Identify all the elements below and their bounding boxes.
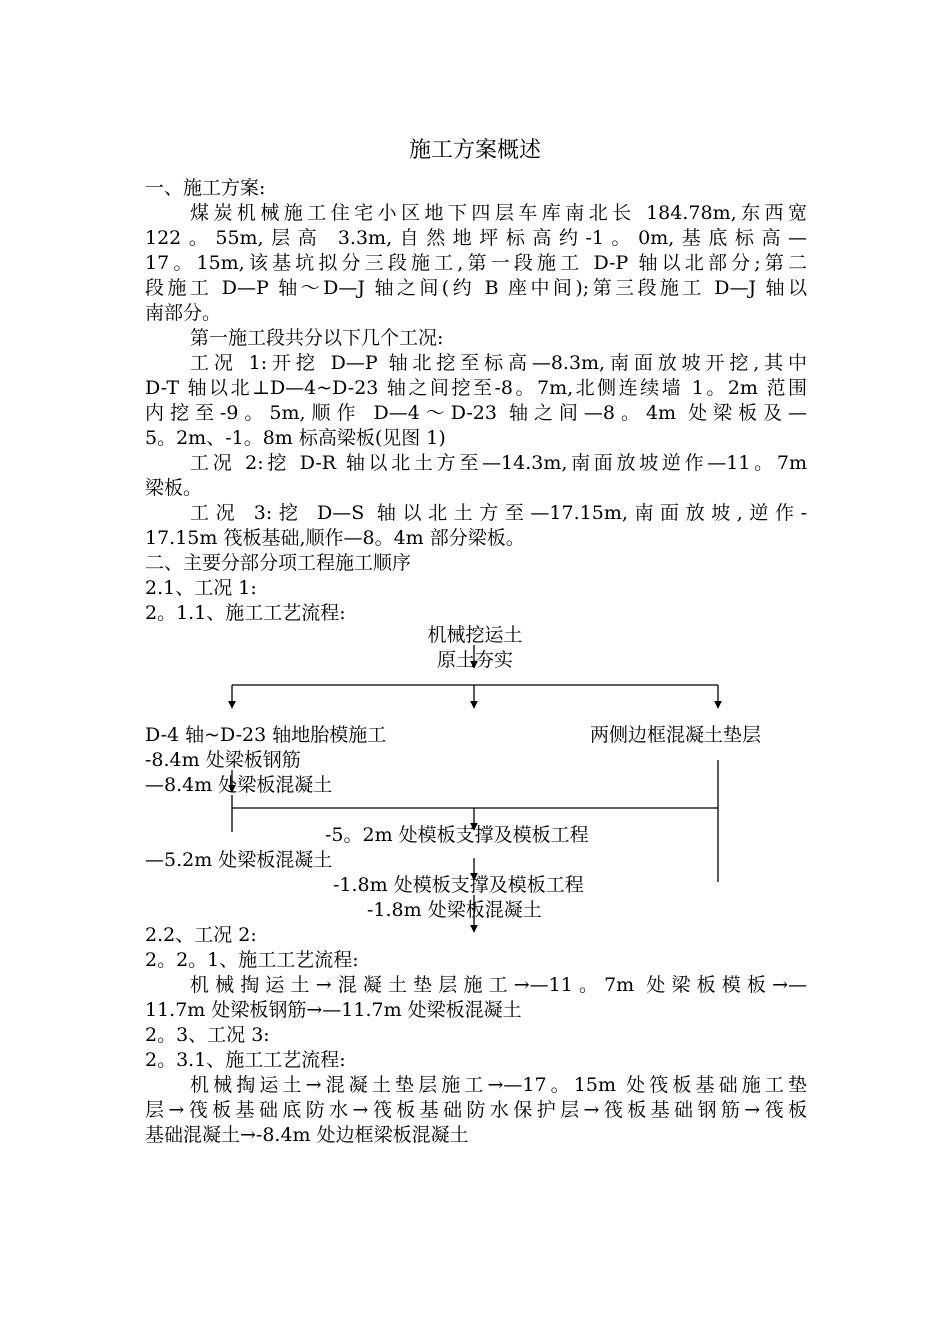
case2-flow-line: 11.7m 处梁板钢筋→—11.7m 处梁板混凝土 [145,999,522,1021]
subsection-2-1: 2.1、工况 1: [145,577,257,599]
para1-line: 煤炭机械施工住宅小区地下四层车库南北长 184.78m,东西宽 [190,202,807,224]
case3-flow-line: 层→筏板基础底防水→筏板基础防水保护层→筏板基础钢筋→筏板 [145,1099,807,1121]
case1-line: D-T 轴以北⊥D—4~D-23 轴之间挖至-8。7m,北侧连续墙 1。2m 范围 [145,377,807,399]
case1-line: 工况 1:开挖 D—P 轴北挖至标高—8.3m,南面放坡开挖,其中 [190,352,807,374]
flow-node-cushion: 两侧边框混凝土垫层 [590,724,762,746]
flow-node-concrete-8-4: —8.4m 处梁板混凝土 [145,774,333,796]
case2-line: 梁板。 [145,477,203,499]
case1-line: 5。2m、-1。8m 标高梁板(见图 1) [145,427,446,449]
document-title: 施工方案概述 [408,138,541,163]
para2: 第一施工段共分以下几个工况: [190,327,444,349]
para1-line: 段施工 D—P 轴～D—J 轴之间(约 B 座中间);第三段施工 D—J 轴以 [145,277,807,299]
flow-node-mold: D-4 轴~D-23 轴地胎模施工 [145,724,387,746]
flow-node-concrete-5-2: —5.2m 处梁板混凝土 [145,849,333,871]
case2-line: 工况 2:挖 D-R 轴以北土方至—14.3m,南面放坡逆作—11。7m [190,452,807,474]
flow-node-formwork-5-2: -5。2m 处模板支撑及模板工程 [325,824,589,846]
para1-line: 南部分。 [145,302,222,324]
subsection-2-3: 2。3、工况 3: [145,1024,270,1046]
case1-line: 内挖至-9。5m,顺作 D—4～D-23 轴之间—8。4m 处梁板及— [145,402,807,424]
subsection-2-2: 2.2、工况 2: [145,924,257,946]
flow-node-concrete-1-8: -1.8m 处梁板混凝土 [367,899,542,921]
subsection-2-1-1: 2。1.1、施工工艺流程: [145,602,346,624]
case3-flow-line: 机械掏运土→混凝土垫层施工→—17。15m 处筏板基础施工垫 [190,1074,807,1096]
subsection-2-2-1: 2。2。1、施工工艺流程: [145,949,359,971]
case3-line: 17.15m 筏板基础,顺作—8。4m 部分梁板。 [145,527,525,549]
para1-line: 17。15m,该基坑拟分三段施工,第一段施工 D-P 轴以北部分;第二 [145,252,807,274]
para1-line: 122。55m,层高 3.3m,自然地坪标高约-1。0m,基底标高— [145,227,807,249]
subsection-2-3-1: 2。3.1、施工工艺流程: [145,1049,346,1071]
flow-node-excavate: 机械挖运土 [427,624,523,646]
case3-line: 工况 3:挖 D—S 轴以北土方至—17.15m,南面放坡,逆作- [190,502,807,524]
case2-flow-line: 机械掏运土→混凝土垫层施工→—11。7m 处梁板模板→— [190,974,807,996]
case3-flow-line: 基础混凝土→-8.4m 处边框梁板混凝土 [145,1124,469,1146]
flow-node-rebar-8-4: -8.4m 处梁板钢筋 [145,749,301,771]
section2-heading: 二、主要分部分项工程施工顺序 [145,552,412,574]
section1-heading: 一、施工方案: [145,177,266,199]
flow-node-compact: 原土夯实 [436,649,513,671]
flow-node-formwork-1-8: -1.8m 处模板支撑及模板工程 [333,874,584,896]
